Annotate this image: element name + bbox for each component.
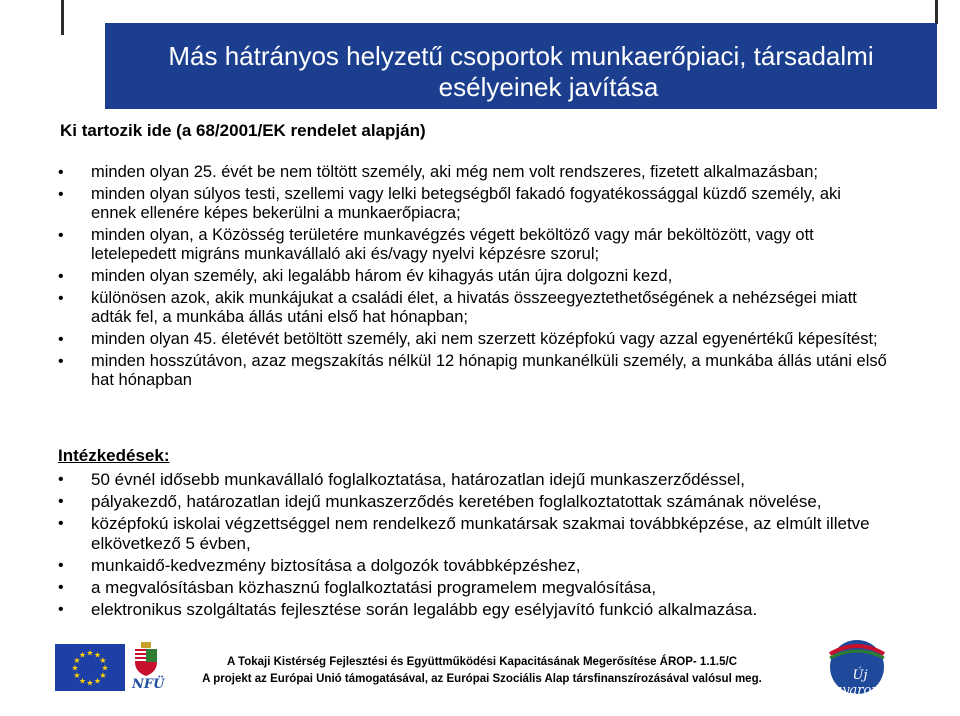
bullet-icon: • — [58, 186, 64, 203]
eu-star-icon: ★ — [78, 650, 87, 660]
bullet-icon: • — [58, 353, 64, 370]
measure-item-text: elektronikus szolgáltatás fejlesztése során legalább egy esélyjavító funkció alkalmazása. — [91, 600, 758, 619]
eligible-group-item — [58, 267, 888, 286]
corner-tick-right — [935, 0, 938, 24]
eligible-group-item — [58, 289, 888, 327]
slide-title — [105, 23, 937, 109]
bullet-icon: • — [58, 164, 64, 181]
eligible-group-item-text: minden olyan 25. évét be nem töltött személy, aki még nem volt rendszeres, fizetett alkalmazásban; — [91, 163, 818, 181]
eu-star-icon: ★ — [93, 676, 102, 686]
eligibility-subtitle: Ki tartozik ide (a 68/2001/EK rendelet alapján) — [60, 121, 426, 140]
eu-star-icon: ★ — [93, 650, 102, 660]
measure-item-text: pályakezdő, határozatlan idejű munkaszerződés keretében foglalkoztatottak számának növelése, — [91, 492, 822, 511]
measures-heading: Intézkedések: — [58, 446, 170, 465]
eu-star-icon: ★ — [71, 663, 79, 673]
footer-line2: A projekt az Európai Unió támogatásával, az Európai Szociális Alap társfinanszírozásával valósul meg. — [202, 673, 762, 685]
measures-list — [58, 470, 908, 622]
eu-star-icon: ★ — [99, 656, 107, 665]
measure-item-text: munkaidő-kedvezmény biztosítása a dolgozók továbbképzéshez, — [91, 556, 581, 575]
eu-star-icon: ★ — [99, 671, 107, 680]
hungarian-crest-icon — [132, 642, 160, 676]
uj-magyarorszag-logo-text: Új Magyarország — [812, 668, 908, 698]
footer-line1: A Tokaji Kistérség Fejlesztési és Együttműködési Kapacitásának Megerősítése ÁROP- 1.1.5/C — [226, 656, 738, 668]
eligible-group-item-text: minden hosszútávon, azaz megszakítás nélkül 12 hónapig munkanélküli személy, a munkába állás utáni első hat hónapban — [91, 352, 887, 389]
measure-item — [58, 492, 908, 512]
eligible-group-item — [58, 330, 888, 349]
corner-tick-left — [61, 0, 64, 35]
bullet-icon: • — [58, 493, 64, 510]
bullet-icon: • — [58, 331, 64, 348]
measure-item-text: a megvalósításban közhasznú foglalkoztatási programelem megvalósítása, — [91, 578, 657, 597]
eligible-groups-list — [58, 163, 888, 393]
eu-star-icon: ★ — [73, 656, 81, 665]
footer-text — [172, 654, 792, 688]
eligible-group-item-text: különösen azok, akik munkájukat a családi élet, a hivatás összeegyeztethetőségének a nehézségei miatt adták fel, a munkába állás utáni első hat hónapban; — [91, 289, 857, 326]
eligible-group-item-text: minden olyan, a Közösség területére munkavégzés végett beköltöző vagy már beköltözött, vagy ott letelepedett migráns munkavállaló aki és/vagy nyelvi képzésre szorul; — [91, 226, 814, 263]
bullet-icon: • — [58, 515, 64, 532]
slide-title-line2: esélyeinek javítása — [438, 72, 659, 102]
bullet-icon: • — [58, 471, 64, 488]
measure-item — [58, 470, 908, 490]
bullet-icon: • — [58, 601, 64, 618]
bullet-icon: • — [58, 290, 64, 307]
eligible-group-item — [58, 163, 888, 182]
eligible-group-item-text: minden olyan súlyos testi, szellemi vagy lelki betegségből fakadó fogyatékossággal küzdő személy, aki ennek ellenére képes bekerülni a munkaerőpiacra; — [91, 185, 841, 222]
eu-star-icon: ★ — [86, 678, 94, 688]
eligible-group-item-text: minden olyan személy, aki legalább három év kihagyás után újra dolgozni kezd, — [91, 267, 673, 285]
eligible-group-item-text: minden olyan 45. életévét betöltött személy, aki nem szerzett középfokú vagy azzal egyenértékű képesítést; — [91, 330, 878, 348]
eligible-group-item — [58, 226, 888, 264]
slide-title-line1: Más hátrányos helyzetű csoportok munkaerőpiaci, társadalmi — [168, 41, 874, 71]
eligible-group-item — [58, 352, 888, 390]
bullet-icon: • — [58, 579, 64, 596]
eu-star-icon: ★ — [101, 663, 109, 673]
eu-star-icon: ★ — [86, 648, 94, 658]
measure-item — [58, 556, 908, 576]
eu-star-icon: ★ — [78, 676, 87, 686]
measure-item-text: középfokú iskolai végzettséggel nem rendelkező munkatársak szakmai továbbképzése, az elmúlt illetve elkövetkező 5 évben, — [91, 514, 870, 553]
measure-item — [58, 514, 908, 554]
nfu-logo: NFÜ — [132, 677, 165, 692]
eu-flag-logo — [55, 644, 125, 691]
eu-star-icon: ★ — [73, 671, 81, 680]
measure-item — [58, 600, 908, 620]
eligible-group-item — [58, 185, 888, 223]
measure-item-text: 50 évnél idősebb munkavállaló foglalkoztatása, határozatlan idejű munkaszerződéssel, — [91, 470, 745, 489]
bullet-icon: • — [58, 227, 64, 244]
bullet-icon: • — [58, 268, 64, 285]
bullet-icon: • — [58, 557, 64, 574]
measure-item — [58, 578, 908, 598]
